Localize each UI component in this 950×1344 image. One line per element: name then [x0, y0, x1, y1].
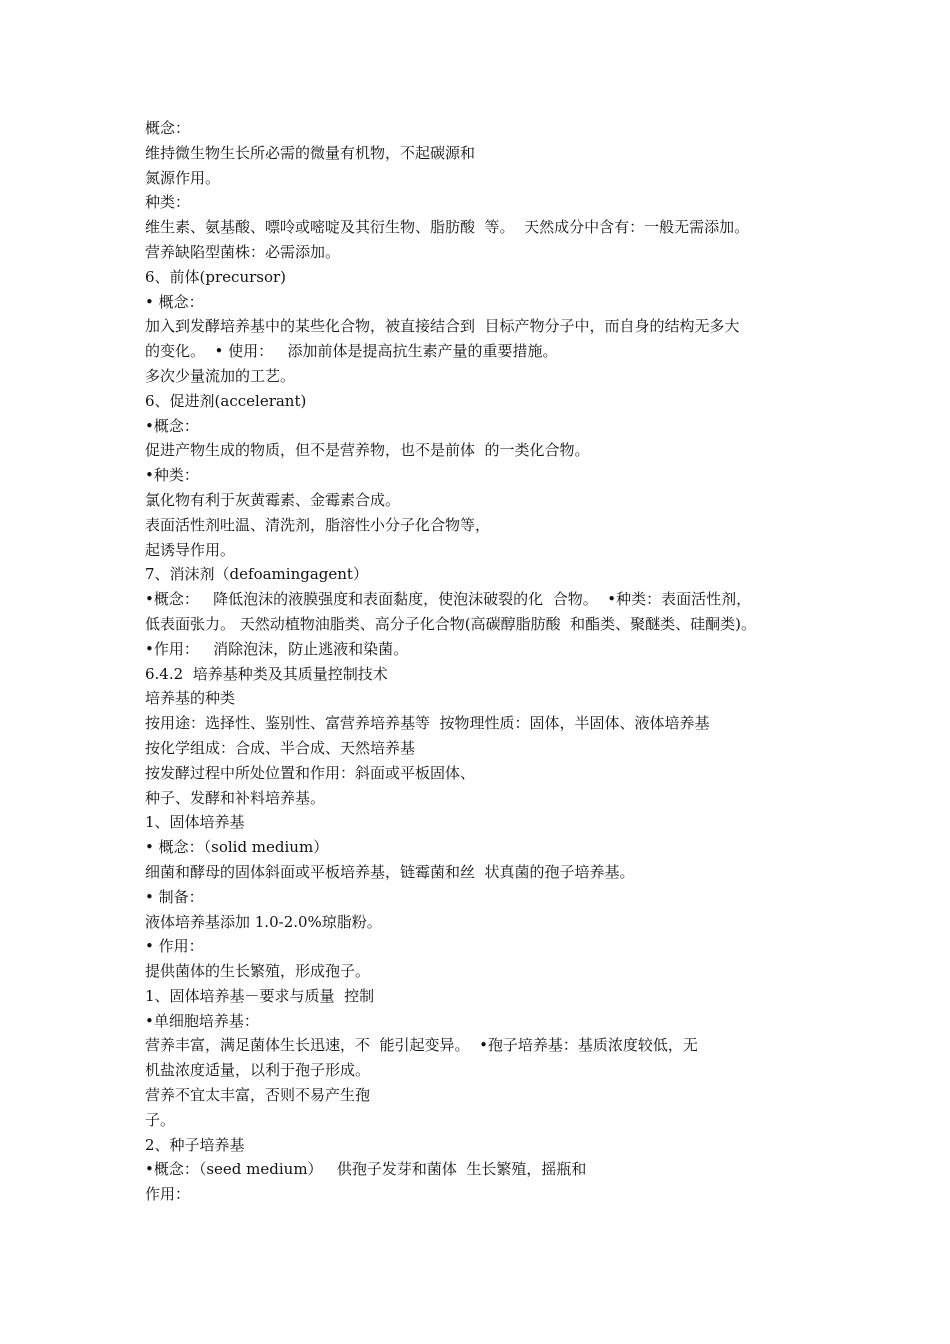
- text-line: 维持微生物生长所必需的微量有机物，不起碳源和: [145, 143, 476, 162]
- text-line: 氯化物有利于灰黄霉素、金霉素合成。: [145, 490, 401, 509]
- text-line: 按发酵过程中所处位置和作用：斜面或平板固体、: [145, 763, 476, 782]
- text-line: 氮源作用。: [145, 168, 221, 187]
- text-line: • 概念：: [145, 292, 204, 311]
- document-body: [145, 116, 825, 1207]
- text-line: 1、固体培养基－要求与质量 控制: [145, 986, 375, 1005]
- text-line: • 制备：: [145, 887, 204, 906]
- text-line: •单细胞培养基：: [145, 1011, 259, 1030]
- text-line: 营养缺陷型菌株：必需添加。: [145, 242, 341, 261]
- text-line: 维生素、氨基酸、嘌呤或嘧啶及其衍生物、脂肪酸 等。 天然成分中含有：一般无需添加。: [145, 218, 750, 237]
- text-line: 加入到发酵培养基中的某些化合物，被直接结合到 目标产物分子中，而自身的结构无多大: [145, 317, 740, 336]
- text-line: 起诱导作用。: [145, 540, 236, 559]
- text-line: 种类：: [145, 193, 191, 212]
- text-line: 细菌和酵母的固体斜面或平板培养基，链霉菌和丝 状真菌的孢子培养基。: [145, 862, 635, 881]
- text-line: 机盐浓度适量，以利于孢子形成。: [145, 1061, 371, 1080]
- text-line: •概念： 降低泡沫的液膜强度和表面黏度，使泡沫破裂的化 合物。 •种类：表面活性剂，: [145, 590, 752, 609]
- text-line: 概念：: [145, 119, 191, 137]
- text-line: 营养不宜太丰富，否则不易产生孢: [145, 1086, 371, 1105]
- text-line: 促进产物生成的物质，但不是营养物，也不是前体 的一类化合物。: [145, 441, 590, 460]
- text-line: 表面活性剂吐温、清洗剂，脂溶性小分子化合物等，: [145, 515, 491, 534]
- text-line: 培养基的种类: [145, 689, 236, 708]
- text-line: •种类：: [145, 466, 199, 485]
- text-line: 1、固体培养基: [145, 813, 245, 832]
- text-line: 6、促进剂(accelerant): [145, 391, 307, 410]
- text-line: 作用：: [145, 1185, 191, 1204]
- text-line: 的变化。 • 使用： 添加前体是提高抗生素产量的重要措施。: [145, 342, 558, 361]
- text-line: •作用： 消除泡沫，防止逃液和染菌。: [145, 639, 409, 658]
- text-line: 营养丰富，满足菌体生长迅速，不 能引起变异。 •孢子培养基：基质浓度较低，无: [145, 1036, 698, 1055]
- text-line: 按用途：选择性、鉴别性、富营养培养基等 按物理性质：固体，半固体、液体培养基: [145, 714, 710, 733]
- text-line: •概念：: [145, 416, 199, 435]
- text-line: •概念：（seed medium） 供孢子发芽和菌体 生长繁殖，摇瓶和: [145, 1160, 587, 1179]
- text-line: 多次少量流加的工艺。: [145, 366, 296, 385]
- text-line: 6.4.2 培养基种类及其质量控制技术: [145, 664, 388, 683]
- text-line: • 概念：（solid medium）: [145, 838, 329, 857]
- text-line: 子。: [145, 1110, 176, 1129]
- text-line: 液体培养基添加 1.0-2.0%琼脂粉。: [145, 912, 382, 931]
- text-line: 2、种子培养基: [145, 1135, 245, 1154]
- text-line: 提供菌体的生长繁殖，形成孢子。: [145, 962, 371, 981]
- text-line: 6、前体(precursor): [145, 267, 287, 286]
- text-line: 低表面张力。 天然动植物油脂类、高分子化合物(高碳醇脂肪酸 和酯类、聚醚类、硅酮类)。: [145, 614, 757, 633]
- text-line: 7、消沫剂（defoamingagent）: [145, 565, 368, 584]
- text-line: • 作用：: [145, 937, 204, 956]
- text-line: 按化学组成：合成、半合成、天然培养基: [145, 738, 416, 757]
- text-line: 种子、发酵和补料培养基。: [145, 788, 326, 807]
